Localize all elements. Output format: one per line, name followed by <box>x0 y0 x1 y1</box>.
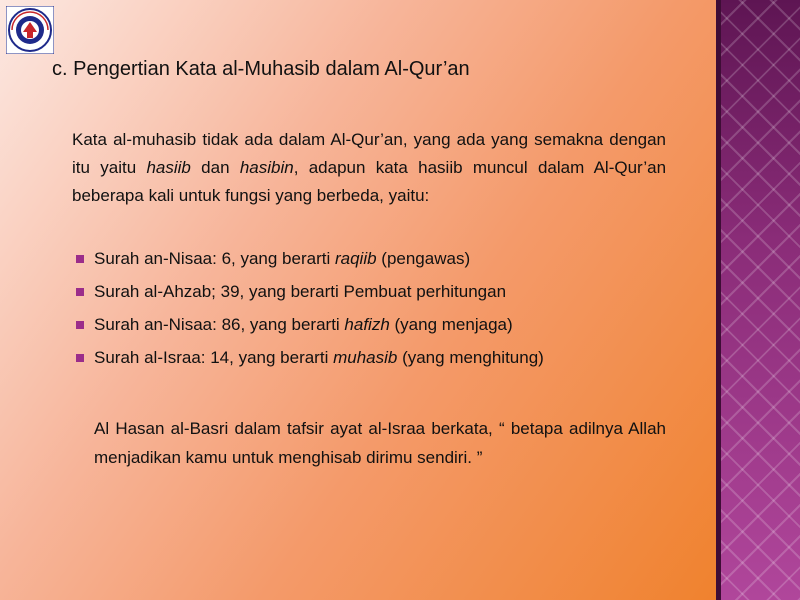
list-item: Surah al-Israa: 14, yang berarti muhasib (yang menghitung) <box>76 347 666 369</box>
list-item: Surah al-Ahzab; 39, yang berarti Pembuat perhitungan <box>76 281 666 303</box>
section-heading: c. Pengertian Kata al-Muhasib dalam Al-Qur’an <box>52 58 470 80</box>
panel-divider <box>716 0 721 600</box>
bullet-list <box>76 248 666 380</box>
term-hasiib: hasiib <box>146 158 191 177</box>
square-bullet-icon <box>76 288 84 296</box>
university-logo <box>6 6 54 54</box>
square-bullet-icon <box>76 321 84 329</box>
list-item: Surah an-Nisaa: 86, yang berarti hafizh (yang menjaga) <box>76 314 666 336</box>
decorative-side-panel <box>716 0 800 600</box>
square-bullet-icon <box>76 255 84 263</box>
square-bullet-icon <box>76 354 84 362</box>
quote-paragraph: Al Hasan al-Basri dalam tafsir ayat al-Israa berkata, “ betapa adilnya Allah menjadikan kamu untuk menghisab dirimu sendiri. ” <box>94 419 666 467</box>
term-hasibin: hasibin <box>239 158 294 177</box>
intro-paragraph: Kata al-muhasib tidak ada dalam Al-Qur’an, yang ada yang semakna dengan itu yaitu hasiib dan hasibin, adapun kata hasiib muncul dalam Al-Qur’an beberapa kali untuk fungsi yang berbeda, yaitu: <box>72 130 667 205</box>
list-item: Surah an-Nisaa: 6, yang berarti raqiib (pengawas) <box>76 248 666 270</box>
